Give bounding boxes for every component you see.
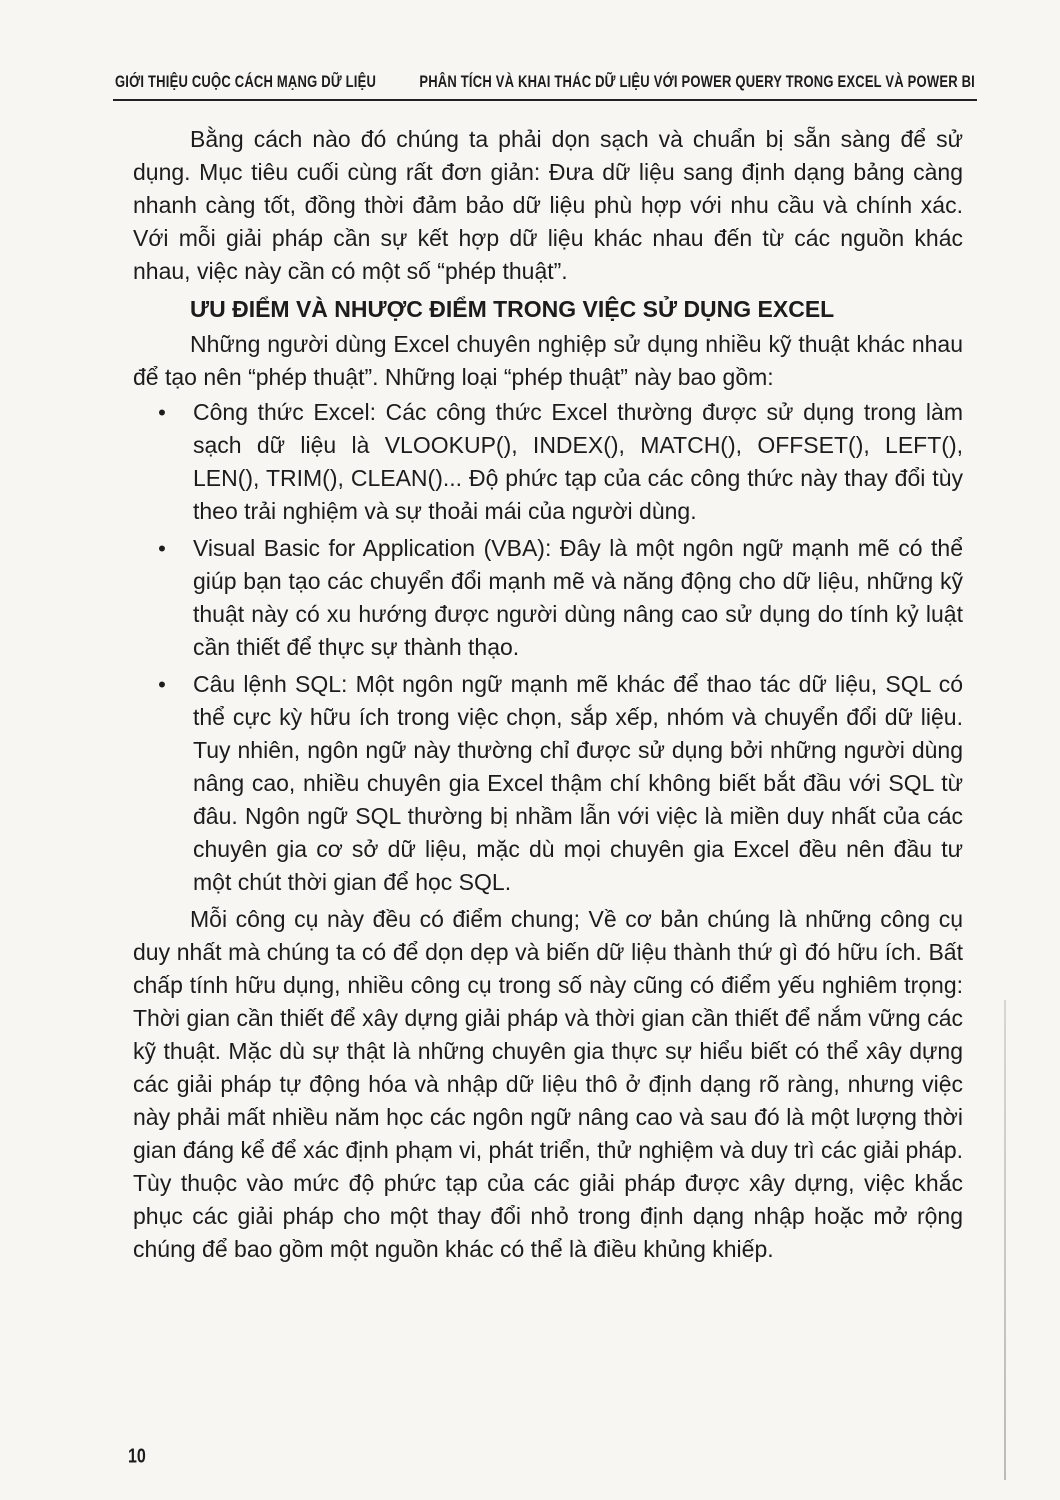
list-item (133, 532, 963, 664)
bullet-text-vba: Visual Basic for Application (VBA): Đây là một ngôn ngữ mạnh mẽ có thể giúp bạn tạo các chuyển đổi mạnh mẽ và năng động cho dữ liệu, những kỹ thuật này có xu hướng được người dùng nâng cao sử dụng do tính kỷ luật cần thiết để thực sự thành thạo. (193, 535, 963, 660)
bullet-icon: • (158, 400, 166, 425)
bullet-text-sql: Câu lệnh SQL: Một ngôn ngữ mạnh mẽ khác để thao tác dữ liệu, SQL có thể cực kỳ hữu ích trong việc chọn, sắp xếp, nhóm và chuyển đổi dữ liệu. Tuy nhiên, ngôn ngữ này thường chỉ được sử dụng bởi những người dùng nâng cao, nhiều chuyên gia Excel thậm chí không biết bắt đầu với SQL từ đâu. Ngôn ngữ SQL thường bị nhầm lẫn với việc là miền duy nhất của các chuyên gia cơ sở dữ liệu, mặc dù mọi chuyên gia Excel đều nên đầu tư một chút thời gian để học SQL. (193, 671, 963, 895)
bullet-icon: • (158, 672, 166, 697)
bullet-icon: • (158, 536, 166, 561)
page-number: 10 (128, 1446, 146, 1468)
header-book-title: PHÂN TÍCH VÀ KHAI THÁC DỮ LIỆU VỚI POWER QUERY TRONG EXCEL VÀ POWER BI (419, 72, 975, 91)
list-item (133, 396, 963, 528)
running-header (115, 72, 975, 91)
bullet-text-excel-formulas: Công thức Excel: Các công thức Excel thường được sử dụng trong làm sạch dữ liệu là VLOOKUP(), INDEX(), MATCH(), OFFSET(), LEFT(), LEN(), TRIM(), CLEAN()... Độ phức tạp của các công thức này thay đổi tùy theo trải nghiệm và sự thoải mái của người dùng. (193, 399, 963, 524)
page-edge-shadow (1004, 1000, 1006, 1480)
paragraph-intro: Bằng cách nào đó chúng ta phải dọn sạch và chuẩn bị sẵn sàng để sử dụng. Mục tiêu cuối cùng rất đơn giản: Đưa dữ liệu sang định dạng bảng càng nhanh càng tốt, đồng thời đảm bảo dữ liệu phù hợp với nhu cầu và chính xác. Với mỗi giải pháp cần sự kết hợp dữ liệu khác nhau đến từ các nguồn khác nhau, việc này cần có một số “phép thuật”. (133, 126, 963, 284)
header-rule (113, 99, 977, 101)
section-heading: ƯU ĐIỂM VÀ NHƯỢC ĐIỂM TRONG VIỆC SỬ DỤNG EXCEL (190, 296, 835, 322)
body-text (133, 123, 963, 1266)
paragraph-magic-types: Những người dùng Excel chuyên nghiệp sử dụng nhiều kỹ thuật khác nhau để tạo nên “phép thuật”. Những loại “phép thuật” này bao gồm: (133, 331, 963, 390)
bullet-list (133, 396, 963, 899)
list-item (133, 668, 963, 899)
header-chapter-title: GIỚI THIỆU CUỘC CÁCH MẠNG DỮ LIỆU (115, 72, 377, 91)
paragraph-tools-weakness: Mỗi công cụ này đều có điểm chung; Về cơ bản chúng là những công cụ duy nhất mà chúng ta có để dọn dẹp và biến dữ liệu thành thứ gì đó hữu ích. Bất chấp tính hữu dụng, nhiều công cụ trong số này cũng có điểm yếu nghiêm trọng: Thời gian cần thiết để xây dựng giải pháp và thời gian cần thiết để nắm vững các kỹ thuật. Mặc dù sự thật là những chuyên gia thực sự hiểu biết có thể xây dựng các giải pháp tự động hóa và nhập dữ liệu thô ở định dạng rõ ràng, nhưng việc này phải mất nhiều năm học các ngôn ngữ nâng cao và sau đó là một lượng thời gian đáng kể để xác định phạm vi, phát triển, thử nghiệm và duy trì các giải pháp. Tùy thuộc vào mức độ phức tạp của các giải pháp được xây dựng, việc khắc phục các giải pháp cho một thay đổi nhỏ trong định dạng nhập hoặc mở rộng chúng để bao gồm một nguồn khác có thể là điều khủng khiếp. (133, 906, 963, 1262)
